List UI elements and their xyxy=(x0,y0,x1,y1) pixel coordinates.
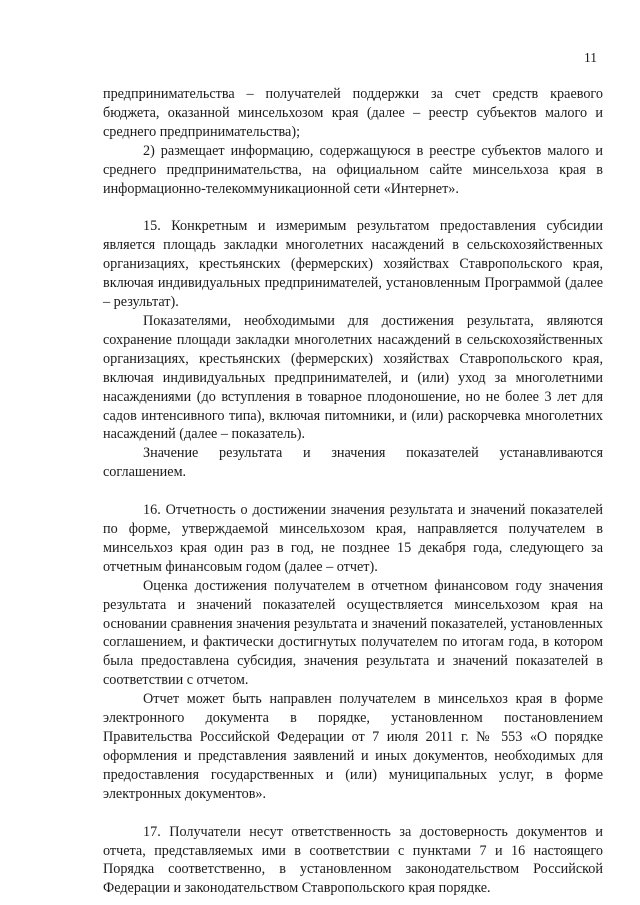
paragraph-clause-17: 17. Получатели несут ответственность за достоверность документов и отчета, представляемых ими в соответствии с пунктами 7 и 16 настоящего Порядка соответственно, в установленном законодательством Российской Федерации и законодательством Ставропольского края порядке. xyxy=(103,823,603,897)
page-number: 11 xyxy=(584,50,597,65)
paragraph-continuation: предпринимательства – получателей поддержки за счет средств краевого бюджета, оказанной минсельхозом края (далее – реестр субъектов малого и среднего предпринимательства); xyxy=(103,86,603,140)
paragraph-item-2: 2) размещает информацию, содержащуюся в реестре субъектов малого и среднего предпринимательства, на официальном сайте минсельхоза края в информационно-телекоммуникационной сети «Интернет». xyxy=(103,142,603,197)
paragraph-electronic-report: Отчет может быть направлен получателем в минсельхоз края в форме электронного документа в порядке, установленном постановлением Правительства Российской Федерации от 7 июля 2011 г. № 553 «О порядке оформления и представления заявлений и иных документов, необходимых для предоставления государственных и (или) муниципальных услуг, в форме электронных документов». xyxy=(103,691,603,802)
paragraph-clause-16: 16. Отчетность о достижении значения результата и значений показателей по форме, утверждаемой минсельхозом края, направляется получателем в минсельхоз края один раз в год, не позднее 15 декабря года, следующего за отчетным финансовым годом (далее – отчет). xyxy=(103,502,603,575)
paragraph-evaluation: Оценка достижения получателем в отчетном финансовом году значения результата и значений показателей осуществляется минсельхозом края на основании сравнения значения результата и значений показателей, установленных соглашением, и фактически достигнутых получателем по итогам года, в котором была предоставлена субсидия, значения результата и значений показателей в соответствии с отчетом. xyxy=(103,577,603,689)
paragraph-clause-15: 15. Конкретным и измеримым результатом предоставления субсидии является площадь закладки многолетних насаждений в сельскохозяйственных организациях, крестьянских (фермерских) хозяйствах Ставропольского края, включая индивидуальных предпринимателей, установленным Программой (далее – результат). xyxy=(103,218,603,311)
document-body xyxy=(103,85,603,898)
paragraph-indicators: Показателями, необходимыми для достижения результата, являются сохранение площади закладки многолетних насаждений в сельскохозяйственных организациях, крестьянских (фермерских) хозяйствах Ставропольского края, включая индивидуальных предпринимателей, и (или) уход за многолетними насаждениями (до вступления в товарное плодоношение, но не более 3 лет для садов интенсивного типа), включая питомники, и (или) раскорчевка многолетних насаждений (далее – показатель). xyxy=(103,312,603,443)
paragraph-values: Значение результата и значения показателей устанавливаются соглашением. xyxy=(103,445,603,481)
